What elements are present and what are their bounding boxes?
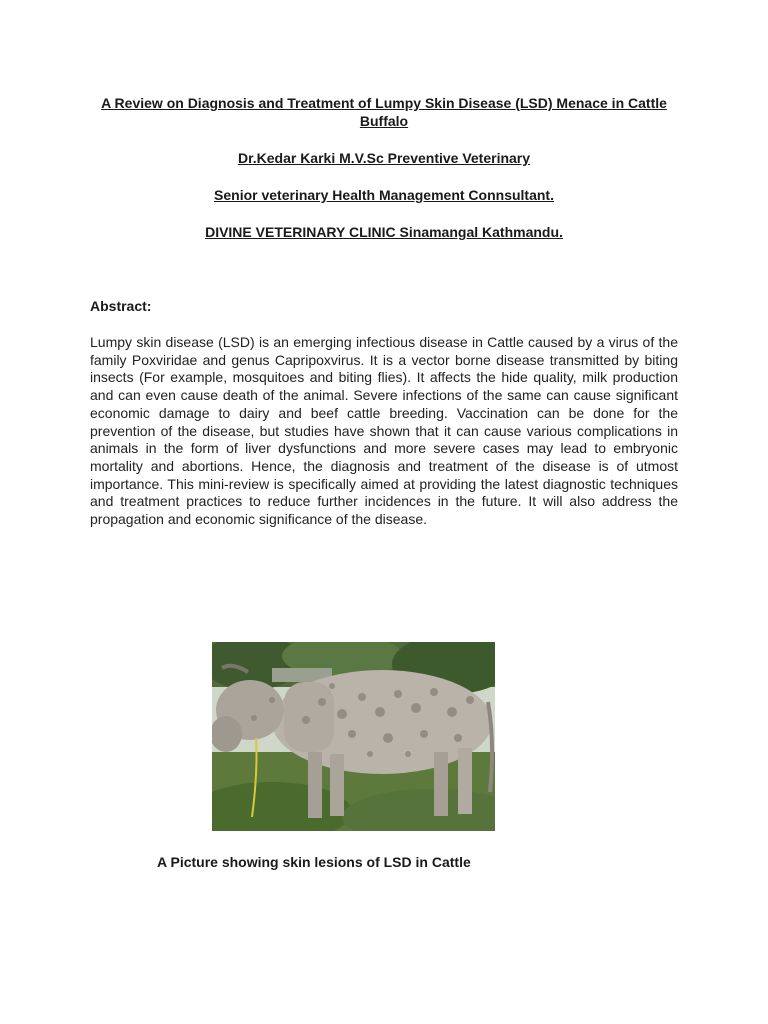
- author-line: Dr.Kedar Karki M.V.Sc Preventive Veterinary: [237, 150, 531, 166]
- document-title: A Review on Diagnosis and Treatment of Lumpy Skin Disease (LSD) Menace in Cattle Buffalo: [101, 95, 667, 129]
- role-line: Senior veterinary Health Management Connsultant.: [214, 187, 554, 203]
- clinic-line: DIVINE VETERINARY CLINIC Sinamangal Kathmandu.: [205, 224, 563, 240]
- abstract-body: Lumpy skin disease (LSD) is an emerging infectious disease in Cattle caused by a virus of the family Poxviridae and genus Capripoxvirus. It is a vector borne disease transmitted by biting insects (For example, mosquitoes and biting flies). It affects the hide quality, milk production and can even cause death of the animal. Severe infections of the same can cause significant economic damage to dairy and beef cattle breeding. Vaccination can be done for the prevention of the disease, but studies have shown that it can cause various complications in animals in the form of liver dysfunctions and more severe cases may lead to embryonic mortality and abortions. Hence, the diagnosis and treatment of the disease is of utmost importance. This mini-review is specifically aimed at providing the latest diagnostic techniques and treatment practices to reduce further incidences in the future. It will also address the propagation and economic significance of the disease.: [90, 334, 678, 528]
- figure-caption: A Picture showing skin lesions of LSD in Cattle: [157, 854, 471, 870]
- cattle-photo: [212, 642, 495, 831]
- abstract-heading: Abstract:: [90, 298, 152, 314]
